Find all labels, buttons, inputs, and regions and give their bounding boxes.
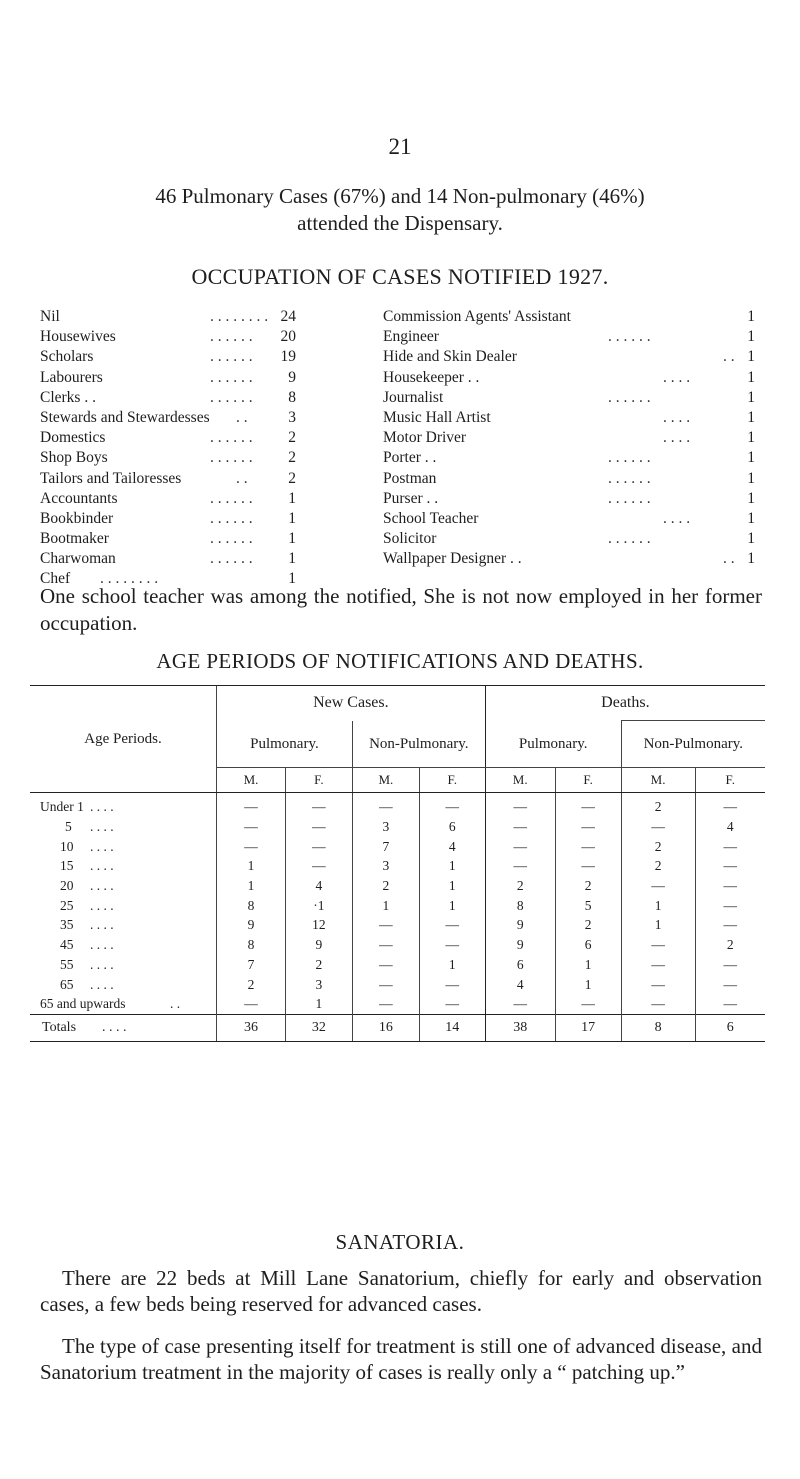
sanatoria-paragraph-1: There are 22 beds at Mill Lane Sanatorium, chiefly for early and observation cases, a few beds being reserved for advanced cases.	[40, 1266, 762, 1316]
table-cell: —	[352, 974, 419, 994]
list-item: Motor Driver . . . . 1	[383, 429, 755, 447]
list-item: Domestics . . . . . . 2	[40, 429, 296, 447]
table-cell: 1	[621, 895, 695, 915]
table-cell: 6	[695, 1014, 765, 1041]
age-periods-table	[30, 685, 765, 1042]
list-item: Labourers . . . . . . 9	[40, 368, 296, 386]
table-cell: 1	[419, 895, 485, 915]
table-cell: —	[695, 994, 765, 1014]
list-item: Stewards and Stewardesses . . 3	[40, 408, 296, 426]
table-cell: 4	[695, 817, 765, 837]
age-table-heading: AGE PERIODS OF NOTIFICATIONS AND DEATHS.	[156, 649, 644, 673]
list-item: Journalist . . . . . . 1	[383, 388, 755, 406]
table-cell: 8	[217, 895, 286, 915]
age-period-label: 65 and upwards . .	[40, 996, 181, 1012]
table-cell: 9	[217, 915, 286, 935]
list-item: Scholars . . . . . . 19	[40, 348, 296, 366]
col-m: M.	[485, 768, 555, 793]
table-cell: 1	[621, 915, 695, 935]
table-cell: —	[419, 915, 485, 935]
new-non-pulmonary-header: Non-Pulmonary.	[352, 721, 485, 768]
age-period-label: 25 . . . .	[60, 897, 114, 913]
table-cell: —	[485, 994, 555, 1014]
age-period-label: 15 . . . .	[60, 858, 114, 874]
list-item: School Teacher . . . . 1	[383, 509, 755, 527]
table-cell: —	[285, 856, 352, 876]
totals-label: Totals . . . .	[30, 1014, 217, 1041]
table-cell: —	[695, 955, 765, 975]
list-item: Clerks . . . . . . . . 8	[40, 388, 296, 406]
col-m: M.	[352, 768, 419, 793]
occupation-heading: OCCUPATION OF CASES NOTIFIED 1927.	[191, 264, 609, 289]
age-period-label: 45 . . . .	[60, 937, 114, 953]
table-cell: 36	[217, 1014, 286, 1041]
table-cell: 1	[419, 856, 485, 876]
table-cell: —	[352, 915, 419, 935]
table-cell: 2	[555, 915, 621, 935]
table-cell: 8	[217, 935, 286, 955]
list-item: Wallpaper Designer . . . . 1	[383, 550, 755, 568]
list-item: Bootmaker . . . . . . 1	[40, 530, 296, 548]
table-cell: 2	[621, 836, 695, 856]
table-cell: 14	[419, 1014, 485, 1041]
note-paragraph: One school teacher was among the notified, She is not now employed in her former occupation.	[40, 584, 762, 635]
table-cell: —	[217, 836, 286, 856]
table-cell: 3	[352, 856, 419, 876]
table-cell: 4	[285, 876, 352, 896]
table-cell: —	[695, 836, 765, 856]
table-cell: —	[555, 817, 621, 837]
table-cell: —	[621, 994, 695, 1014]
age-period-label: Under 1 . . . .	[40, 799, 114, 815]
table-cell: 38	[485, 1014, 555, 1041]
table-row	[30, 817, 765, 837]
intro-line-2: attended the Dispensary.	[297, 211, 503, 235]
table-cell: —	[217, 817, 286, 837]
table-cell: 2	[555, 876, 621, 896]
table-cell: 7	[217, 955, 286, 975]
table-row	[30, 876, 765, 896]
col-m: M.	[217, 768, 286, 793]
table-cell: —	[352, 955, 419, 975]
table-cell: —	[419, 974, 485, 994]
table-cell: 1	[285, 994, 352, 1014]
list-item: Chef . . . . . . . . 1	[40, 570, 296, 588]
table-cell: —	[695, 895, 765, 915]
table-cell: —	[695, 876, 765, 896]
table-cell: —	[621, 817, 695, 837]
list-item: Purser . . . . . . . . 1	[383, 489, 755, 507]
table-row	[30, 793, 765, 817]
table-cell: 9	[485, 935, 555, 955]
table-cell: —	[285, 836, 352, 856]
age-period-label: 20 . . . .	[60, 878, 114, 894]
totals-row	[30, 1014, 765, 1041]
table-cell: 8	[485, 895, 555, 915]
age-period-label: 10 . . . .	[60, 838, 114, 854]
list-item: Bookbinder . . . . . . 1	[40, 509, 296, 527]
table-cell: 1	[555, 974, 621, 994]
table-cell: 2	[621, 856, 695, 876]
col-f: F.	[555, 768, 621, 793]
col-f: F.	[285, 768, 352, 793]
table-cell: —	[217, 793, 286, 817]
table-cell: —	[555, 836, 621, 856]
table-cell: 8	[621, 1014, 695, 1041]
deaths-pulmonary-header: Pulmonary.	[485, 721, 621, 768]
age-periods-header: Age Periods.	[30, 686, 217, 793]
table-cell: —	[285, 793, 352, 817]
age-period-label: 55 . . . .	[60, 956, 114, 972]
age-period-label: 35 . . . .	[60, 917, 114, 933]
occupation-list-left	[40, 307, 296, 590]
table-cell: —	[695, 915, 765, 935]
table-cell: 7	[352, 836, 419, 856]
table-row	[30, 915, 765, 935]
table-cell: —	[621, 974, 695, 994]
table-cell: —	[485, 856, 555, 876]
page-number: 21	[388, 134, 412, 159]
list-item: Solicitor . . . . . . 1	[383, 530, 755, 548]
table-cell: 32	[285, 1014, 352, 1041]
table-cell: —	[485, 793, 555, 817]
table-cell: —	[695, 793, 765, 817]
list-item: Postman . . . . . . 1	[383, 469, 755, 487]
list-item: Shop Boys . . . . . . 2	[40, 449, 296, 467]
table-cell: —	[695, 856, 765, 876]
table-cell: 17	[555, 1014, 621, 1041]
table-cell: —	[621, 876, 695, 896]
table-cell: 9	[285, 935, 352, 955]
table-cell: —	[485, 817, 555, 837]
list-item: Housekeeper . . . . . . 1	[383, 368, 755, 386]
table-cell: 2	[352, 876, 419, 896]
list-item: Music Hall Artist . . . . 1	[383, 408, 755, 426]
table-cell: —	[419, 994, 485, 1014]
table-row	[30, 974, 765, 994]
table-cell: 1	[555, 955, 621, 975]
table-cell: 1	[217, 876, 286, 896]
deaths-non-pulmonary-header: Non-Pulmonary.	[621, 721, 765, 768]
table-cell: 6	[555, 935, 621, 955]
new-pulmonary-header: Pulmonary.	[217, 721, 353, 768]
table-cell: 6	[485, 955, 555, 975]
table-cell: —	[485, 836, 555, 856]
table-cell: 1	[419, 876, 485, 896]
table-cell: 9	[485, 915, 555, 935]
table-cell: 2	[285, 955, 352, 975]
age-period-label: 65 . . . .	[60, 976, 114, 992]
table-cell: —	[621, 955, 695, 975]
table-cell: —	[555, 793, 621, 817]
table-row	[30, 994, 765, 1014]
table-cell: 12	[285, 915, 352, 935]
new-cases-header: New Cases.	[217, 686, 486, 721]
table-cell: 2	[485, 876, 555, 896]
list-item: Hide and Skin Dealer . . 1	[383, 348, 755, 366]
intro-text	[40, 183, 760, 237]
col-f: F.	[419, 768, 485, 793]
table-cell: 5	[555, 895, 621, 915]
table-cell: —	[621, 935, 695, 955]
table-cell: 4	[419, 836, 485, 856]
list-item: Housewives . . . . . . 20	[40, 328, 296, 346]
table-cell: —	[419, 935, 485, 955]
table-row	[30, 856, 765, 876]
table-cell: 3	[285, 974, 352, 994]
table-cell: 6	[419, 817, 485, 837]
table-cell: ·1	[285, 895, 352, 915]
age-period-label: 5 . . . .	[65, 819, 114, 835]
col-f: F.	[695, 768, 765, 793]
table-cell: —	[352, 793, 419, 817]
table-row	[30, 935, 765, 955]
table-cell: 1	[352, 895, 419, 915]
list-item: Nil . . . . . . . . 24	[40, 308, 296, 325]
table-row	[30, 836, 765, 856]
list-item: Tailors and Tailoresses . . 2	[40, 469, 296, 487]
table-row	[30, 955, 765, 975]
list-item: Accountants . . . . . . 1	[40, 489, 296, 507]
table-cell: 2	[621, 793, 695, 817]
table-cell: 2	[217, 974, 286, 994]
table-cell: —	[285, 817, 352, 837]
table-cell: 16	[352, 1014, 419, 1041]
table-cell: 1	[217, 856, 286, 876]
deaths-header: Deaths.	[485, 686, 765, 721]
sanatoria-paragraph-2: The type of case presenting itself for treatment is still one of advanced disease, and Sanatorium treatment in the majority of cases is really only a “ patching up.”	[40, 1334, 762, 1384]
table-cell: —	[555, 856, 621, 876]
table-cell: —	[419, 793, 485, 817]
table-cell: 1	[419, 955, 485, 975]
table-cell: —	[217, 994, 286, 1014]
sanatoria-heading: SANATORIA.	[335, 1230, 465, 1254]
table-cell: 2	[695, 935, 765, 955]
list-item: Commission Agents' Assistant 1	[383, 308, 755, 325]
occupation-list-right	[383, 307, 755, 569]
col-m: M.	[621, 768, 695, 793]
table-cell: —	[695, 974, 765, 994]
list-item: Engineer . . . . . . 1	[383, 328, 755, 346]
table-cell: —	[352, 935, 419, 955]
intro-line-1: 46 Pulmonary Cases (67%) and 14 Non-pulmonary (46%)	[155, 184, 645, 208]
table-row	[30, 895, 765, 915]
table-cell: —	[352, 994, 419, 1014]
table-cell: —	[555, 994, 621, 1014]
table-cell: 3	[352, 817, 419, 837]
list-item: Porter . . . . . . . . 1	[383, 449, 755, 467]
list-item: Charwoman . . . . . . 1	[40, 550, 296, 568]
table-cell: 4	[485, 974, 555, 994]
